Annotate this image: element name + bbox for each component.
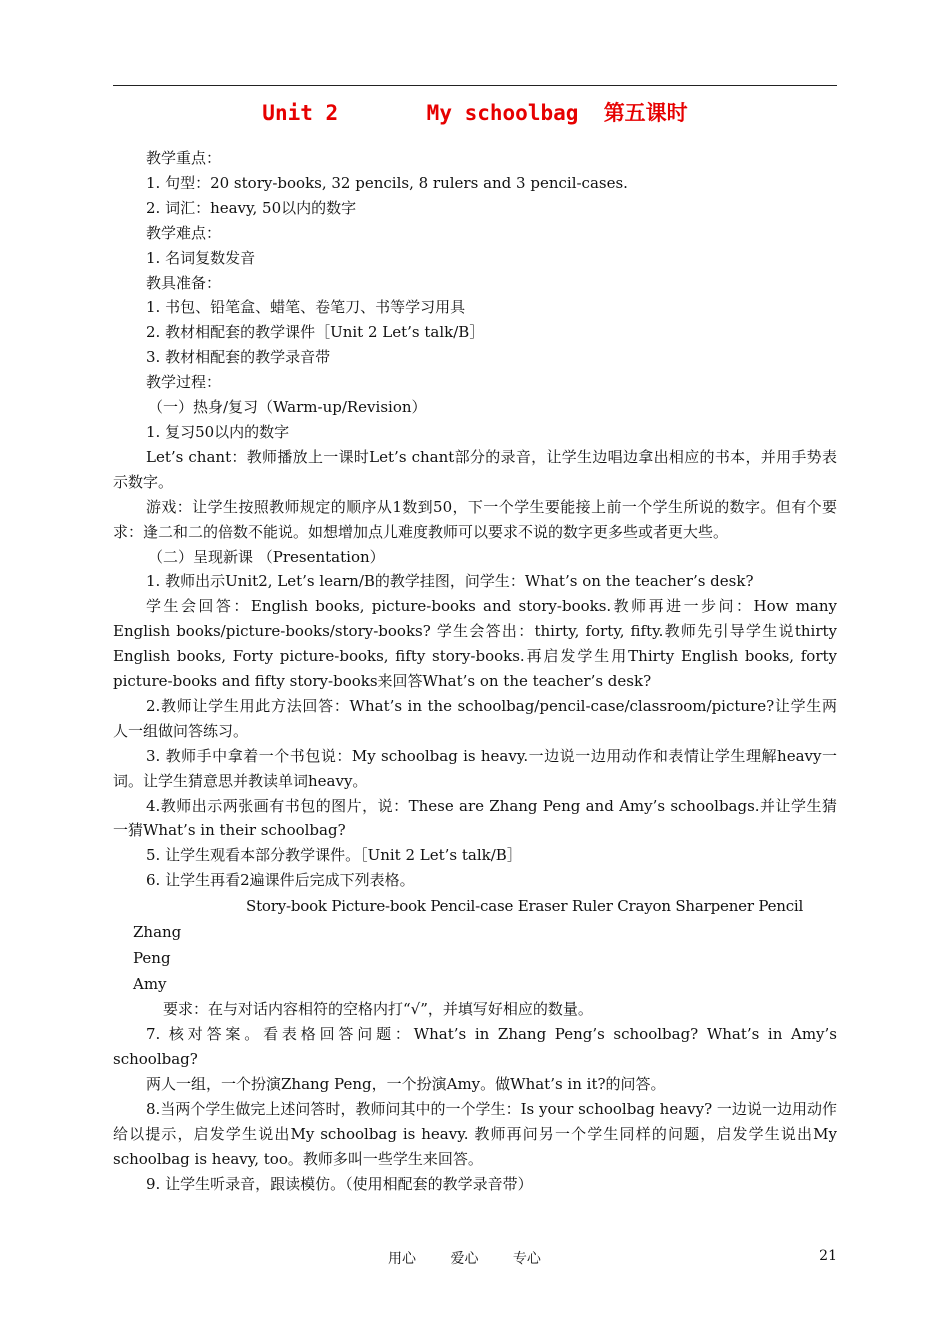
heading-materials: 教具准备：	[146, 273, 222, 292]
material-item: 2. 教材相配套的教学课件［Unit 2 Let’s talk/B］	[146, 323, 485, 342]
process-step: 4.教师出示两张画有书包的图片，说：These are Zhang Peng and Amy’s schoolbags.并让学生猜一猜What’s in their schoolbag?	[113, 796, 837, 840]
page-title	[113, 97, 837, 127]
paragraph: 游戏：让学生按照教师规定的顺序从1数到50，下一个学生要能接上前一个学生所说的数字。但有个要求：逢二和二的倍数不能说。如想增加点儿难度教师可以要求不说的数字更多些或者更大些。	[113, 497, 837, 541]
process-step: 3. 教师手中拿着一个书包说：My schoolbag is heavy.一边说一边用动作和表情让学生理解heavy一词。让学生猜意思并教读单词heavy。	[113, 746, 837, 790]
process-step: 7. 核对答案。看表格回答问题：What’s in Zhang Peng’s schoolbag? What’s in Amy’s schoolbag?	[113, 1025, 837, 1068]
material-item: 3. 教材相配套的教学录音带	[146, 348, 331, 367]
table-row-label: Peng	[133, 949, 171, 968]
answer-table	[113, 893, 837, 997]
requirement-note: 要求：在与对话内容相符的空格内打“√”，并填写好相应的数量。	[163, 1000, 593, 1019]
heading-process: 教学过程：	[146, 373, 222, 392]
title-lesson: 第五课时	[603, 100, 688, 125]
title-name: My schoolbag	[426, 101, 579, 125]
table-header: Story-book Picture-book Pencil-case Eraser Ruler Crayon Sharpener Pencil	[246, 897, 804, 916]
document-body	[113, 146, 837, 1196]
process-step: 1. 教师出示Unit2, Let’s learn/B的教学挂图，问学生：What’s on the teacher’s desk?	[146, 572, 754, 591]
table-row-label: Zhang	[133, 923, 182, 942]
process-step: 6. 让学生再看2遍课件后完成下列表格。	[146, 871, 415, 890]
page-number: 21	[819, 1248, 837, 1264]
header-rule	[113, 85, 837, 86]
heading-difficulties: 教学难点：	[146, 223, 222, 242]
section-presentation: （二）呈现新课 （Presentation）	[148, 547, 385, 566]
process-step: 5. 让学生观看本部分教学课件。［Unit 2 Let’s talk/B］	[146, 846, 522, 865]
footer-motto: 用心 爱心 专心	[388, 1251, 541, 1267]
paragraph: 学生会回答：English books, picture-books and story-books.教师再进一步问：How many English books/picture-books/story-books? 学生会答出：thirty, forty, fifty.教师先引导学生说thirty English books, Forty picture-books, fifty story-books.再启发学生用Thirty English books, forty picture-books and fifty story-books来回答What’s on the teacher’s desk?	[113, 597, 837, 691]
process-step: 1. 复习50以内的数字	[146, 422, 290, 441]
key-point-item: 2. 词汇：heavy, 50以内的数字	[146, 198, 357, 217]
process-step: 8.当两个学生做完上述问答时，教师问其中的一个学生：Is your schoolbag heavy? 一边说一边用动作给以提示，启发学生说出My schoolbag is heavy. 教师再问另一个学生同样的问题，启发学生说出My schoolbag is heavy, too。教师多叫一些学生来回答。	[113, 1099, 837, 1168]
paragraph: Let’s chant：教师播放上一课时Let’s chant部分的录音，让学生边唱边拿出相应的书本，并用手势表示数字。	[113, 447, 837, 491]
process-step: 2.教师让学生用此方法回答：What’s in the schoolbag/pencil-case/classroom/picture?让学生两人一组做问答练习。	[113, 696, 837, 740]
process-step: 9. 让学生听录音，跟读模仿。（使用相配套的教学录音带）	[146, 1174, 533, 1193]
table-row-label: Amy	[133, 975, 167, 994]
difficulty-item: 1. 名词复数发音	[146, 248, 256, 267]
title-unit: Unit 2	[262, 101, 339, 125]
material-item: 1. 书包、铅笔盒、蜡笔、卷笔刀、书等学习用具	[146, 298, 466, 317]
key-point-item: 1. 句型：20 story-books, 32 pencils, 8 rulers and 3 pencil-cases.	[146, 173, 628, 192]
paragraph: 两人一组，一个扮演Zhang Peng，一个扮演Amy。做What’s in it?的问答。	[146, 1074, 666, 1093]
heading-key-points: 教学重点：	[146, 149, 222, 167]
section-warmup: （一）热身/复习（Warm-up/Revision）	[148, 398, 427, 417]
